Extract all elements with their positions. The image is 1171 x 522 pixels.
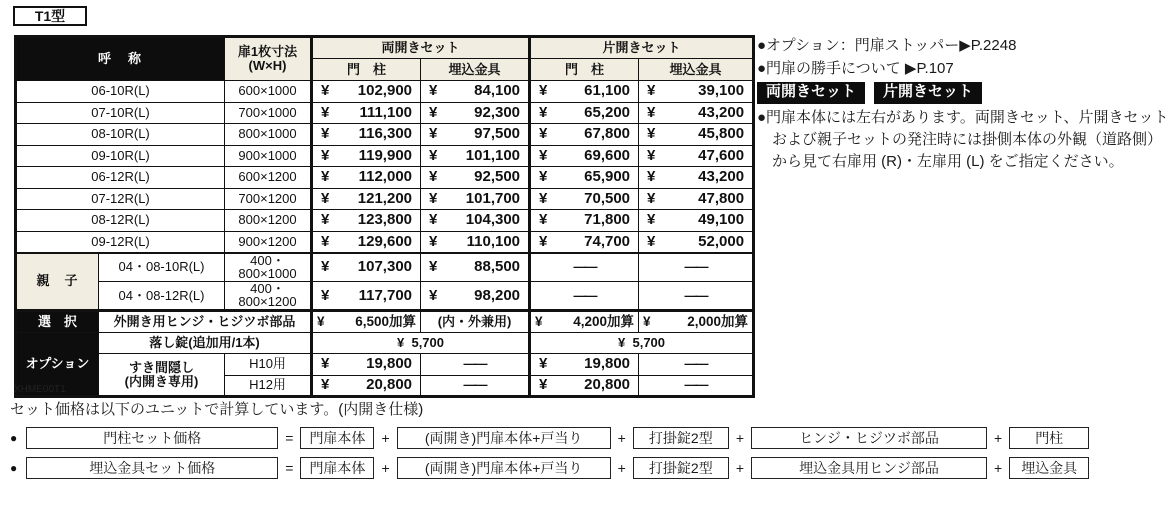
price-amount: 65,900 [584,168,631,186]
price-amount: 107,300 [357,258,413,276]
formula-part-box: (両開き)門扉本体+戸当り [397,427,611,449]
table-row [16,210,754,232]
table-row [16,281,754,310]
formula-result-box: 埋込金具セット価格 [26,457,278,479]
dash-cell: —— [639,253,754,282]
table-cell: 04・08-10R(L) [99,253,225,282]
header-row-1 [16,37,754,59]
price-cell [421,210,530,232]
price-cell [421,231,530,253]
price-cell [530,311,639,333]
equals-sign: = [285,459,294,476]
plus-sign: + [994,459,1003,476]
table-cell: H12用 [225,375,312,397]
plus-sign: + [617,459,626,476]
header-single-pillar: 門 柱 [530,59,639,81]
dash-cell: —— [639,281,754,310]
price-cell [312,167,421,189]
price-cell [421,102,530,124]
price-amount: 110,100 [466,232,521,250]
price-cell [639,102,754,124]
price-cell [530,231,639,253]
price-cell [530,354,639,376]
table-cell: (内・外兼用) [421,311,530,333]
table-cell: 400・800×1200 [225,281,312,310]
price-cell [530,81,639,103]
price-table [14,35,755,398]
price-amount: 101,100 [465,146,521,164]
document-code: XHME00T1 [14,384,66,395]
price-cell [530,124,639,146]
price-cell [421,81,530,103]
table-cell: 600×1000 [225,81,312,103]
table-cell: 900×1200 [225,231,312,253]
yen-sign: ¥ [429,232,438,250]
price-cell [312,311,421,333]
price-amount: 67,800 [584,125,631,143]
price-cell [530,145,639,167]
set-badges [757,82,1170,104]
price-table-wrap [14,35,755,398]
yen-sign: ¥ [429,168,438,186]
yen-sign: ¥ [539,146,548,164]
yen-sign: ¥ [429,82,438,100]
formula-row [10,426,1170,449]
price-amount: 101,700 [465,189,521,207]
price-amount: 45,800 [698,125,745,143]
yen-sign: ¥ [647,146,656,164]
price-cell [312,231,421,253]
yen-sign: ¥ [539,211,548,229]
dash-cell: —— [639,354,754,376]
table-cell: 外開き用ヒンジ・ヒジツボ部品 [99,311,312,333]
yen-sign: ¥ [321,376,330,394]
header-single-set: 片開きセット [530,37,754,59]
table-row [16,188,754,210]
price-cell [312,124,421,146]
price-amount: 43,200 [698,168,745,186]
table-cell: 09-12R(L) [16,231,225,253]
yen-sign: ¥ [321,355,330,373]
yen-sign: ¥ [539,168,548,186]
price-cell [421,253,530,282]
price-cell [312,375,421,397]
yen-sign: ¥ [321,189,330,207]
price-amount: 88,500 [474,258,521,276]
yen-sign: ¥ [429,258,438,276]
yen-sign: ¥ [539,232,548,250]
price-amount: 98,200 [474,286,521,304]
yen-sign: ¥ [321,211,330,229]
yen-sign: ¥ [321,103,330,121]
price-cell [312,145,421,167]
price-amount: 104,300 [465,211,521,229]
formula-part-box: ヒンジ・ヒジツボ部品 [751,427,987,449]
price-cell [639,145,754,167]
price-cell [421,281,530,310]
price-amount: 71,800 [584,211,631,229]
price-cell [530,102,639,124]
equals-sign: = [285,429,294,446]
note-gate-handing: ●門扉の勝手について ▶P.107 [757,60,954,77]
set-type-badge: 両開きセット [757,82,865,104]
header-name: 呼 称 [16,37,225,81]
yen-sign: ¥ [321,125,330,143]
price-cell [639,231,754,253]
table-cell: 親 子 [16,253,99,311]
table-cell: 800×1200 [225,210,312,232]
yen-sign: ¥ [429,286,438,304]
dash-cell: —— [421,375,530,397]
price-amount: 43,200 [698,103,745,121]
price-amount: 112,000 [358,168,413,186]
price-amount: 6,500加算 [355,313,417,329]
plus-sign: + [735,429,744,446]
price-cell [312,281,421,310]
yen-sign: ¥ [321,146,330,164]
yen-sign: ¥ [539,125,548,143]
table-cell: すき間隠し (内開き専用) [99,354,225,397]
yen-sign: ¥ [321,168,330,186]
price-amount: 117,700 [358,286,413,304]
price-cell [421,124,530,146]
yen-sign: ¥ [429,125,438,143]
price-amount: 19,800 [584,355,631,373]
yen-sign: ¥ [429,211,438,229]
price-cell [639,210,754,232]
price-cell [639,124,754,146]
table-cell: 04・08-12R(L) [99,281,225,310]
price-cell [421,145,530,167]
price-cell [312,81,421,103]
price-amount: 102,900 [357,82,413,100]
table-cell: 落し錠(追加用/1本) [99,332,312,354]
bullet-icon: ● [10,460,18,475]
table-row [16,145,754,167]
table-cell: 600×1200 [225,167,312,189]
yen-sign: ¥ [539,189,548,207]
plus-sign: + [735,459,744,476]
yen-sign: ¥ [647,103,656,121]
yen-sign: ¥ [539,355,548,373]
plus-sign: + [994,429,1003,446]
price-amount: 92,300 [474,103,521,121]
table-cell: ¥ 5,700 [312,332,530,354]
yen-sign: ¥ [647,125,656,143]
table-cell: 07-12R(L) [16,188,225,210]
table-row [16,354,754,376]
table-cell: 08-12R(L) [16,210,225,232]
table-cell: 900×1000 [225,145,312,167]
formula-part-box: 埋込金具 [1009,457,1089,479]
table-cell: 09-10R(L) [16,145,225,167]
model-type-label [13,6,87,26]
price-amount: 97,500 [474,125,521,143]
yen-sign: ¥ [321,232,330,250]
table-cell: H10用 [225,354,312,376]
formula-list [10,426,1170,479]
formula-part-box: 門扉本体 [300,427,374,449]
price-amount: 70,500 [584,189,631,207]
price-amount: 20,800 [366,376,413,394]
header-leaf-size-line1: 扉1枚寸法 [237,44,298,60]
price-amount: 69,600 [584,146,631,164]
plus-sign: + [617,429,626,446]
price-table-header [16,37,754,81]
plus-sign: + [381,459,390,476]
price-cell [639,188,754,210]
note-option-stopper: ●オプション：門扉ストッパー▶P.2248 [757,37,1017,54]
price-cell [312,102,421,124]
header-double-embed: 埋込金具 [421,59,530,81]
price-table-body [16,81,754,397]
table-row [16,332,754,354]
formula-part-box: (両開き)門扉本体+戸当り [397,457,611,479]
price-amount: 119,900 [358,146,413,164]
note-handing-detail: ●門扉本体には左右があります。両開きセット、片開きセットおよび親子セットの発注時には掛側本体の外観（道路側）から見て右扉用 (R)・左扉用 (L) をご指定ください。 [757,109,1169,170]
header-leaf-size [225,37,312,81]
dash-cell: —— [639,375,754,397]
yen-sign: ¥ [321,286,330,304]
price-amount: 61,100 [584,82,631,100]
formula-row [10,456,1170,479]
header-double-pillar: 門 柱 [312,59,421,81]
price-cell [530,188,639,210]
table-row [16,253,754,282]
section-label-cell: オプション [16,332,99,397]
table-cell: ¥ 5,700 [530,332,754,354]
price-amount: 74,700 [584,232,631,250]
bullet-icon: ● [10,430,18,445]
price-cell [639,167,754,189]
plus-sign: + [381,429,390,446]
yen-sign: ¥ [535,313,543,329]
price-amount: 47,800 [698,189,745,207]
price-amount: 129,600 [357,232,413,250]
price-cell [312,188,421,210]
price-amount: 19,800 [366,355,413,373]
price-amount: 52,000 [698,232,745,250]
formula-part-box: 打掛錠2型 [633,457,729,479]
price-amount: 123,800 [357,211,413,229]
formula-part-box: 打掛錠2型 [633,427,729,449]
price-amount: 111,100 [359,103,413,121]
price-cell [421,188,530,210]
formula-part-box: 門柱 [1009,427,1089,449]
yen-sign: ¥ [647,168,656,186]
price-amount: 47,600 [698,146,745,164]
price-amount: 49,100 [698,211,745,229]
price-cell [312,253,421,282]
table-cell: 07-10R(L) [16,102,225,124]
side-notes [757,34,1170,173]
yen-sign: ¥ [647,211,656,229]
price-cell [312,354,421,376]
price-amount: 65,200 [584,103,631,121]
price-amount: 116,300 [358,125,413,143]
header-double-set: 両開きセット [312,37,530,59]
price-amount: 39,100 [698,82,745,100]
yen-sign: ¥ [539,376,548,394]
table-cell: 400・800×1000 [225,253,312,282]
yen-sign: ¥ [647,82,656,100]
table-cell: 800×1000 [225,124,312,146]
price-amount: 4,200加算 [573,313,635,329]
yen-sign: ¥ [539,82,548,100]
model-type-text: T1型 [34,8,66,24]
header-leaf-size-line2: (W×H) [248,58,287,73]
yen-sign: ¥ [429,189,438,207]
price-cell [530,375,639,397]
set-price-explanation [10,398,1170,479]
table-cell: 06-12R(L) [16,167,225,189]
price-cell [530,210,639,232]
dash-cell: —— [421,354,530,376]
table-row [16,102,754,124]
yen-sign: ¥ [539,103,548,121]
yen-sign: ¥ [643,313,651,329]
set-type-badge: 片開きセット [874,82,982,104]
price-cell [639,81,754,103]
price-amount: 20,800 [584,376,631,394]
price-cell [312,210,421,232]
yen-sign: ¥ [647,189,656,207]
formula-part-box: 埋込金具用ヒンジ部品 [751,457,987,479]
price-amount: 84,100 [474,82,521,100]
table-row [16,81,754,103]
price-cell [530,167,639,189]
table-row [16,124,754,146]
table-row [16,231,754,253]
section-label-cell: 選 択 [16,311,99,333]
table-cell: 700×1000 [225,102,312,124]
table-row [16,167,754,189]
yen-sign: ¥ [321,258,330,276]
table-cell: 700×1200 [225,188,312,210]
price-cell [639,311,754,333]
dash-cell: —— [530,281,639,310]
yen-sign: ¥ [321,82,330,100]
dash-cell: —— [530,253,639,282]
table-row [16,311,754,333]
formula-result-box: 門柱セット価格 [26,427,278,449]
price-amount: 121,200 [357,189,413,207]
table-cell: 08-10R(L) [16,124,225,146]
price-amount: 92,500 [474,168,521,186]
yen-sign: ¥ [429,146,438,164]
yen-sign: ¥ [429,103,438,121]
formula-part-box: 門扉本体 [300,457,374,479]
price-amount: 2,000加算 [687,313,749,329]
set-price-intro: セット価格は以下のユニットで計算しています。(内開き仕様) [10,401,424,418]
table-cell: 06-10R(L) [16,81,225,103]
yen-sign: ¥ [647,232,656,250]
header-single-embed: 埋込金具 [639,59,754,81]
yen-sign: ¥ [317,313,325,329]
price-cell [421,167,530,189]
